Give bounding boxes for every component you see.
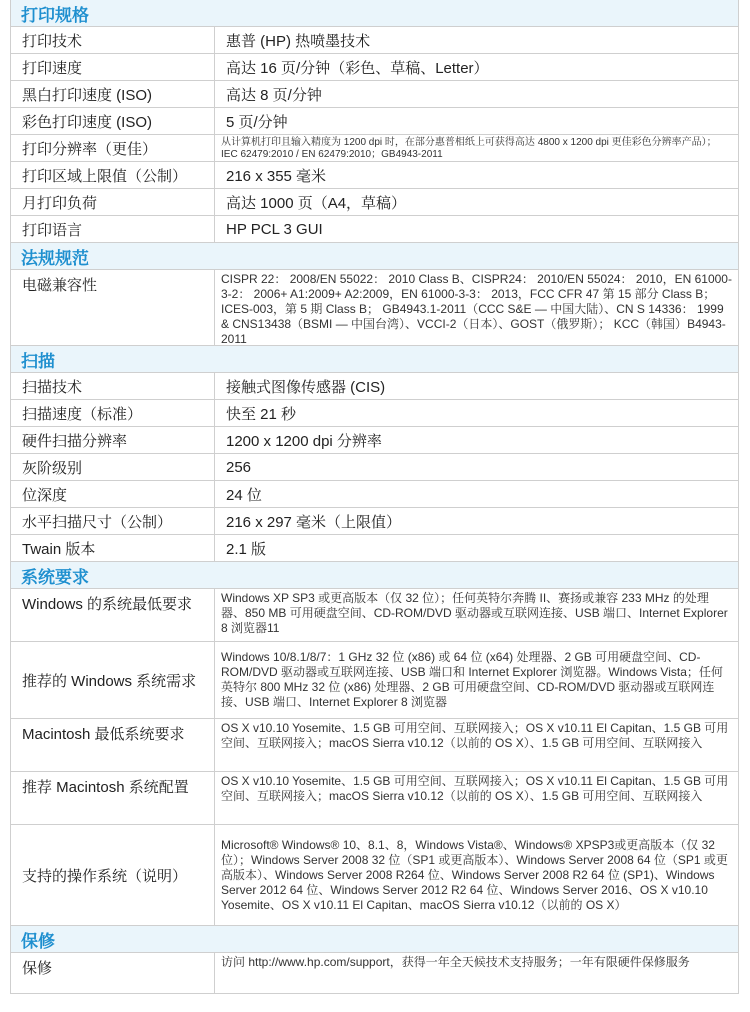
table-row [11, 27, 738, 54]
table-row [11, 719, 738, 772]
row-value: 惠普 (HP) 热喷墨技术 [226, 32, 371, 50]
row-label: 位深度 [11, 481, 215, 507]
table-row [11, 81, 738, 108]
row-value: 256 [226, 458, 252, 476]
row-label: 打印技术 [11, 27, 215, 53]
table-row [11, 400, 738, 427]
row-label: 打印语言 [11, 216, 215, 242]
section-header-warranty [11, 926, 738, 953]
row-label: 打印速度 [11, 54, 215, 80]
section-header-print [11, 0, 738, 27]
section-header-regulatory [11, 243, 738, 270]
table-row [11, 108, 738, 135]
section-title: 保修 [21, 931, 55, 951]
row-value: 快至 21 秒 [226, 405, 297, 423]
table-row [11, 454, 738, 481]
row-label: 推荐的 Windows 系统需求 [11, 642, 215, 718]
section-title: 扫描 [21, 351, 55, 371]
row-label: 月打印负荷 [11, 189, 215, 215]
section-title: 系统要求 [21, 567, 89, 587]
row-value: 高达 1000 页（A4，草稿） [226, 194, 407, 212]
row-label: 水平扫描尺寸（公制） [11, 508, 215, 534]
table-row [11, 589, 738, 642]
row-value: 访问 http://www.hp.com/support，获得一年全天候技术支持服务；一年有限硬件保修服务 [221, 955, 690, 969]
table-row [11, 481, 738, 508]
row-value: 高达 8 页/分钟 [226, 86, 322, 104]
row-label: 支持的操作系统（说明） [11, 825, 215, 925]
table-row [11, 825, 738, 926]
row-label: Windows 的系统最低要求 [11, 589, 215, 641]
row-label: 保修 [11, 953, 215, 993]
row-label: Macintosh 最低系统要求 [11, 719, 215, 771]
table-row [11, 535, 738, 562]
row-label: 黑白打印速度 (ISO) [11, 81, 215, 107]
row-value: 5 页/分钟 [226, 113, 288, 131]
spec-table [10, 0, 739, 994]
row-value: Windows 10/8.1/8/7：1 GHz 32 位 (x86) 或 64 位 (x64) 处理器、2 GB 可用硬盘空间、CD-ROM/DVD 驱动器或互联网连接、USB 端口和 Internet Explorer 浏览器。Windows Vista；任何英特尔 800 MHz 32 位 (x86) 处理器、2 GB 可用硬盘空间、CD-ROM/DVD 驱动器或互联网连接、USB 端口、Internet Explorer 8 浏览器 [221, 650, 723, 709]
table-row [11, 135, 738, 162]
row-label: 打印区域上限值（公制） [11, 162, 215, 188]
table-row [11, 162, 738, 189]
table-row [11, 216, 738, 243]
section-header-system [11, 562, 738, 589]
table-row [11, 772, 738, 825]
row-label: 打印分辨率（更佳） [11, 135, 215, 161]
table-row [11, 953, 738, 993]
row-value: OS X v10.10 Yosemite、1.5 GB 可用空间、互联网接入；OS X v10.11 El Capitan、1.5 GB 可用空间、互联网接入；macOS Sierra v10.12（以前的 OS X）、1.5 GB 可用空间、互联网接入 [221, 721, 729, 750]
row-value: 2.1 版 [226, 540, 267, 558]
row-label: 彩色打印速度 (ISO) [11, 108, 215, 134]
row-label: 灰阶级别 [11, 454, 215, 480]
row-value: 216 x 355 毫米 [226, 167, 327, 185]
row-value: Windows XP SP3 或更高版本（仅 32 位）；任何英特尔奔腾 II、赛扬或兼容 233 MHz 的处理器、850 MB 可用硬盘空间、CD-ROM/DVD 驱动器或互联网连接、USB 端口、Internet Explorer 8 浏览器11 [221, 591, 728, 635]
row-value: 216 x 297 毫米（上限值） [226, 513, 402, 531]
row-value: 接触式图像传感器 (CIS) [226, 378, 386, 396]
row-value: OS X v10.10 Yosemite、1.5 GB 可用空间、互联网接入；OS X v10.11 El Capitan、1.5 GB 可用空间、互联网接入；macOS Sierra v10.12（以前的 OS X）、1.5 GB 可用空间、互联网接入 [221, 774, 729, 803]
table-row [11, 270, 738, 346]
table-row [11, 373, 738, 400]
row-value: 1200 x 1200 dpi 分辨率 [226, 432, 382, 450]
row-label: 扫描技术 [11, 373, 215, 399]
table-row [11, 642, 738, 719]
row-value: Microsoft® Windows® 10、8.1、8，Windows Vista®、Windows® XPSP3或更高版本（仅 32 位）；Windows Server 2008 32 位（SP1 或更高版本）、Windows Server 2008 64 位（SP1 或更高版本）、Windows Server 2008 R264 位、Windows Server 2008 R2 64 位 (SP1)、Windows Server 2012 64 位、Windows Server 2012 R2 64 位、Windows Server 2016、OS X v10.10 Yosemite、OS X v10.11 El Capitan、macOS Sierra v10.12（以前的 OS X） [221, 837, 728, 912]
row-value: 高达 16 页/分钟（彩色、草稿、Letter） [226, 59, 489, 77]
row-value: CISPR 22： 2008/EN 55022： 2010 Class B、CISPR24： 2010/EN 55024： 2010，EN 61000-3-2： 2006+ A1:2009+ A2:2009，EN 61000-3-3： 2013，FCC CFR 47 第 15 部分 Class B； ICES-003，第 5 期 Class B； GB4943.1-2011（CCC S&E — 中国大陆）、CN S 14336： 1999 & CNS13438（BSMI — 中国台湾）、VCCI-2（日本）、GOST（俄罗斯）； KCC（韩国）B4943-2011 [221, 272, 732, 346]
row-value: 24 位 [226, 486, 262, 504]
table-row [11, 189, 738, 216]
table-row [11, 54, 738, 81]
row-label: 推荐 Macintosh 系统配置 [11, 772, 215, 824]
section-header-scan [11, 346, 738, 373]
row-value: 从计算机打印且输入精度为 1200 dpi 时，在部分惠普相纸上可获得高达 4800 x 1200 dpi 更佳彩色分辨率产品）；IEC 62479:2010 / EN 62479:2010；GB4943-2011 [221, 137, 717, 160]
row-label: 电磁兼容性 [11, 270, 215, 345]
row-label: 硬件扫描分辨率 [11, 427, 215, 453]
section-title: 法规规范 [21, 248, 89, 268]
table-row [11, 508, 738, 535]
row-label: Twain 版本 [11, 535, 215, 561]
row-label: 扫描速度（标准） [11, 400, 215, 426]
section-title: 打印规格 [21, 5, 89, 25]
row-value: HP PCL 3 GUI [226, 220, 323, 238]
table-row [11, 427, 738, 454]
